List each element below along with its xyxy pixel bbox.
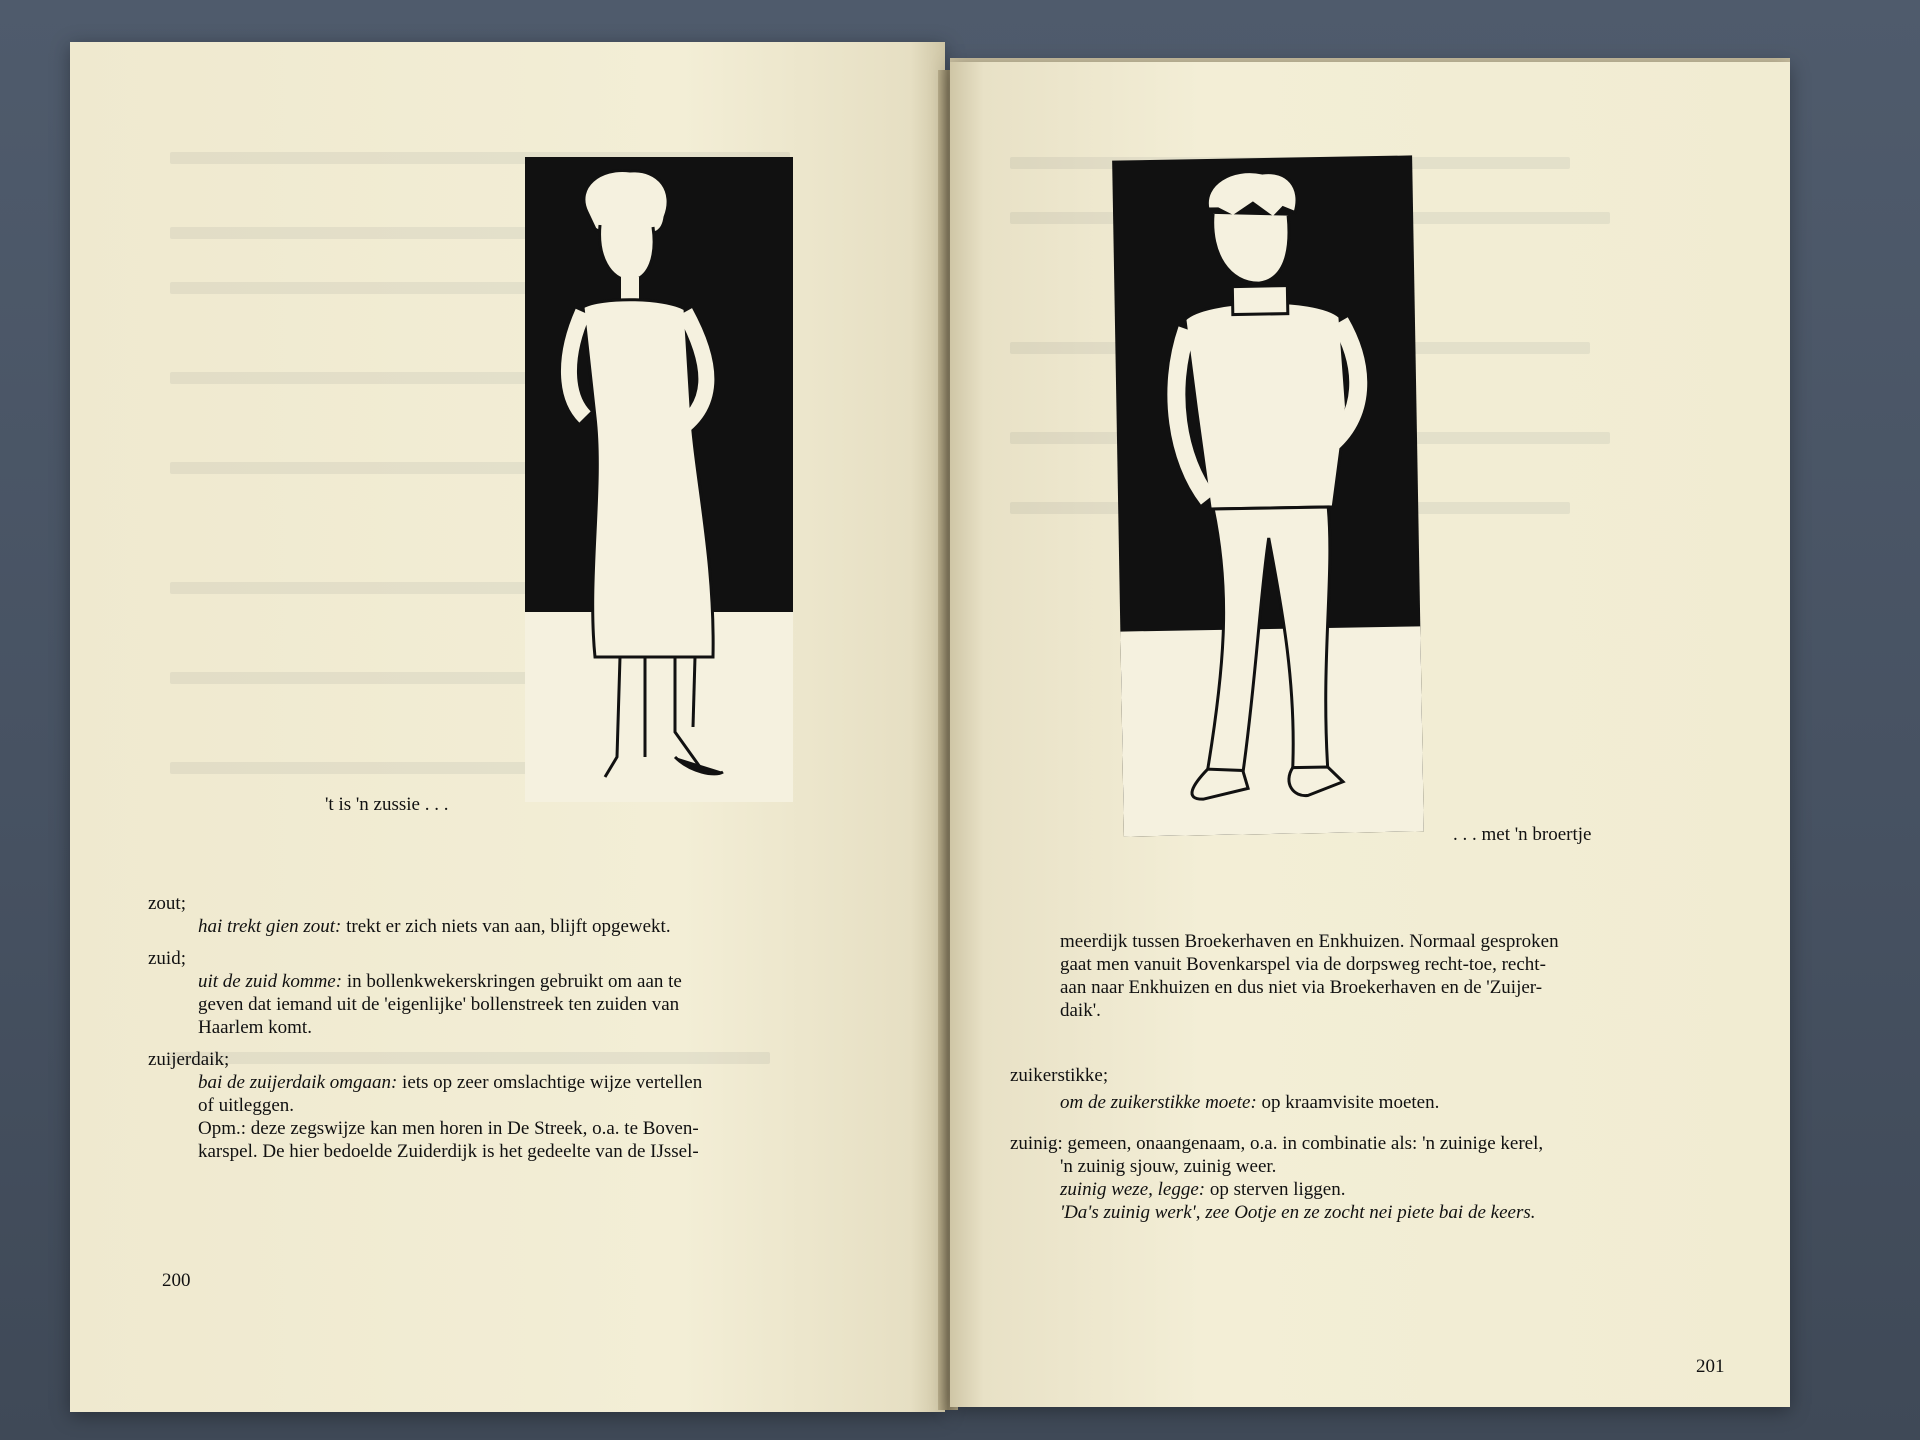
- entry-zuinig-phrase: [1010, 1178, 1750, 1201]
- illustration-girl: [525, 157, 793, 802]
- definition: op kraamvisite moeten.: [1261, 1092, 1440, 1113]
- page-number-right: 201: [1696, 1356, 1725, 1377]
- right-page: [950, 62, 1790, 1407]
- definition: trekt er zich niets van aan, blijft opgewekt.: [346, 916, 671, 937]
- headword-zuid: zuid;: [148, 948, 186, 969]
- quote-rest: zee Ootje en ze zocht nei piete bai de keers.: [1205, 1202, 1536, 1223]
- caption-broertje: . . . met 'n broertje: [1453, 824, 1592, 845]
- definition: op sterven liggen.: [1209, 1179, 1346, 1200]
- headword-zuijerdaik: zuijerdaik;: [148, 1049, 230, 1070]
- entry-zuinig: [1010, 1132, 1750, 1155]
- entry-zuijerdaik: [148, 1071, 868, 1094]
- definition: gemeen, onaangenaam, o.a. in combinatie als: 'n zuinige kerel,: [1067, 1133, 1544, 1154]
- page-number-left: 200: [162, 1270, 191, 1291]
- headword-zout: zout;: [148, 893, 186, 914]
- illustration-boy: [1112, 155, 1424, 836]
- definition-line: Haarlem komt.: [198, 1017, 312, 1038]
- phrase: bai de zuijerdaik omgaan:: [198, 1072, 398, 1093]
- note-line: Opm.: deze zegswijze kan men horen in De Streek, o.a. te Boven-: [198, 1118, 699, 1139]
- phrase: uit de zuid komme:: [198, 971, 343, 992]
- boy-figure: [1112, 155, 1424, 836]
- definition: in bollenkwekerskringen gebruikt om aan te: [346, 971, 682, 992]
- quote-separator: ,: [1195, 1202, 1206, 1223]
- continuation-line: gaat men vanuit Bovenkarspel via de dorpsweg recht-toe, recht-: [1060, 954, 1546, 975]
- continuation-line: meerdijk tussen Broekerhaven en Enkhuizen. Normaal gesproken: [1060, 931, 1559, 952]
- left-page: [70, 42, 945, 1412]
- note-line: karspel. De hier bedoelde Zuiderdijk is het gedeelte van de IJssel-: [198, 1141, 699, 1162]
- open-book: [70, 30, 1790, 1420]
- definition: iets op zeer omslachtige wijze vertellen: [402, 1072, 703, 1093]
- continuation-line: aan naar Enkhuizen en dus niet via Broekerhaven en de 'Zuijer-: [1060, 977, 1543, 998]
- definition-line: of uitleggen.: [198, 1095, 295, 1116]
- definition-line: 'n zuinig sjouw, zuinig weer.: [1060, 1156, 1277, 1177]
- caption-zussie: 't is 'n zussie . . .: [325, 794, 449, 815]
- continuation-line: daik'.: [1060, 1000, 1101, 1021]
- entry-zuikerstikke: [1010, 1091, 1750, 1114]
- entry-zuid: [148, 970, 868, 993]
- girl-figure: [525, 157, 793, 802]
- phrase: om de zuikerstikke moete:: [1060, 1092, 1257, 1113]
- left-entries: [148, 892, 868, 1163]
- phrase: zuinig weze, legge:: [1060, 1179, 1206, 1200]
- headword-zuinig: zuinig:: [1010, 1133, 1063, 1154]
- phrase: hai trekt gien zout:: [198, 916, 342, 937]
- right-entries: [1010, 930, 1750, 1224]
- quote-line: [1010, 1201, 1750, 1224]
- definition-line: geven dat iemand uit de 'eigenlijke' bollenstreek ten zuiden van: [198, 994, 680, 1015]
- entry-zout: [148, 915, 868, 938]
- quote: 'Da's zuinig werk': [1060, 1202, 1196, 1223]
- headword-zuikerstikke: zuikerstikke;: [1010, 1065, 1109, 1086]
